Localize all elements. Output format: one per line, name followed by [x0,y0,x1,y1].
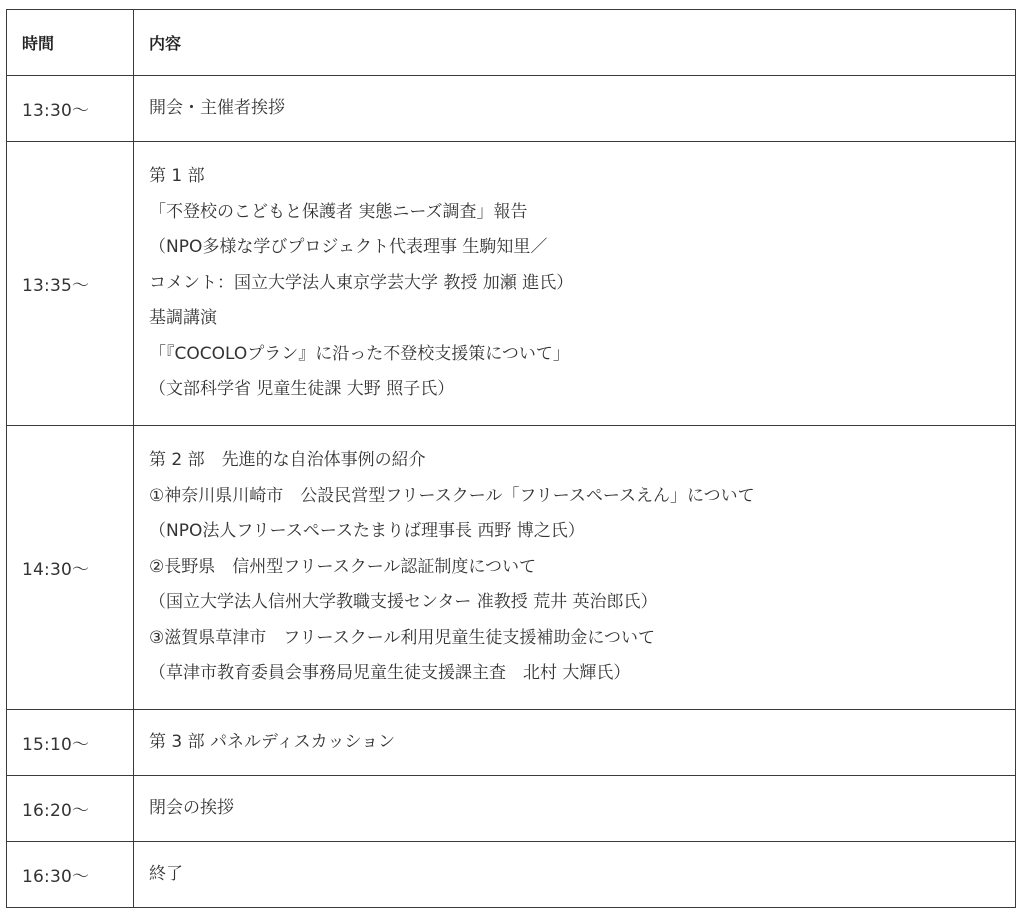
content-line: コメント：国立大学法人東京学芸大学 教授 加瀬 進氏） [149,272,574,293]
table-row [7,842,1016,908]
table-row [7,76,1016,142]
content-cell [134,710,1016,776]
content-line: （草津市教育委員会事務局児童生徒支援課主査 北村 大輝氏） [149,663,631,684]
content-line: 開会・主催者挨拶 [149,97,285,118]
time-cell: 13:30〜 [7,76,134,142]
content-cell [134,776,1016,842]
content-line: 第 3 部 パネルディスカッション [149,731,396,752]
time-cell: 16:30〜 [7,842,134,908]
content-line: 閉会の挨拶 [149,797,234,818]
content-line: （NPO多様な学びプロジェクト代表理事 生駒知里／ [149,237,548,258]
content-line: 第 2 部 先進的な自治体事例の紹介 [149,450,426,471]
content-line: 「『COCOLOプラン』に沿った不登校支援策について」 [149,343,570,364]
header-content: 内容 [134,10,1016,76]
content-line: 「不登校のこどもと保護者 実態ニーズ調査」報告 [149,201,528,222]
content-cell [134,842,1016,908]
content-line: 終了 [149,863,183,884]
content-line: ②長野県 信州型フリースクール認証制度について [149,556,537,577]
table-row [7,776,1016,842]
content-line: （NPO法人フリースペースたまりば理事長 西野 博之氏） [149,521,585,542]
table-row [7,426,1016,710]
content-cell [134,76,1016,142]
time-cell: 13:35〜 [7,142,134,426]
table-row [7,710,1016,776]
table-header-row [7,10,1016,76]
content-line: （文部科学省 児童生徒課 大野 照子氏） [149,379,455,400]
schedule-table [6,9,1016,908]
content-cell [134,426,1016,710]
content-line: ①神奈川県川崎市 公設民営型フリースクール「フリースペースえん」について [149,485,755,506]
content-line: 第 1 部 [149,166,205,187]
time-cell: 15:10〜 [7,710,134,776]
header-time: 時間 [7,10,134,76]
time-cell: 16:20〜 [7,776,134,842]
content-line: 基調講演 [149,308,217,329]
content-line: （国立大学法人信州大学教職支援センター 准教授 荒井 英治郎氏） [149,592,658,613]
table-row [7,142,1016,426]
time-cell: 14:30〜 [7,426,134,710]
content-cell [134,142,1016,426]
content-line: ③滋賀県草津市 フリースクール利用児童生徒支援補助金について [149,627,656,648]
